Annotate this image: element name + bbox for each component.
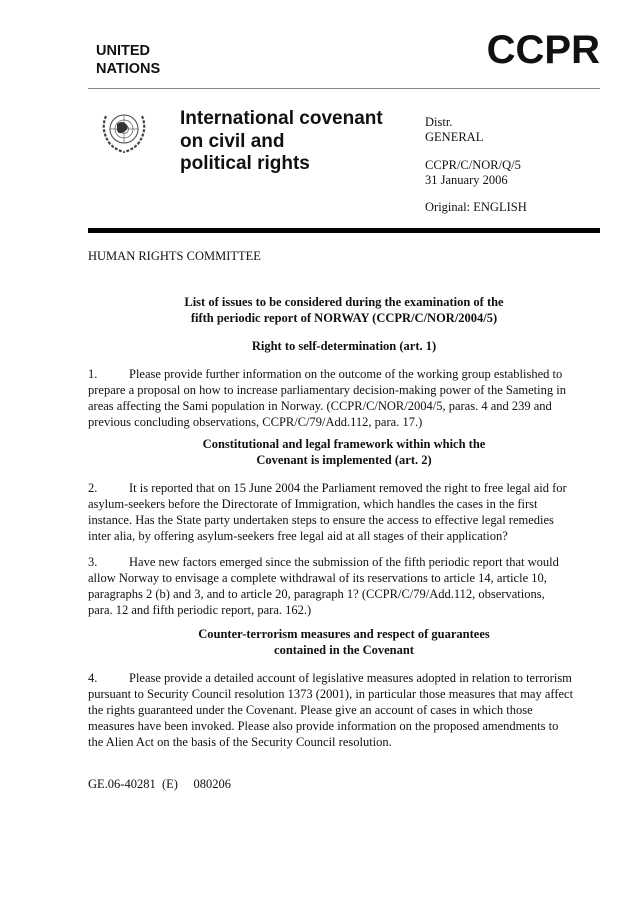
title-line: International covenant [180,108,383,129]
paragraph-line: measures have been invoked. Please also provide information on the proposed amendments to [88,719,559,733]
paragraph-line: the rights guaranteed under the Covenant. Please give an account of cases in which those [88,703,533,717]
section-heading [88,436,600,468]
heading-line: Constitutional and legal framework within which the [202,437,486,451]
paragraph-line: inter alia, by offering asylum-seekers free legal aid at all stages of their application? [88,529,508,543]
paragraph-line: It is reported that on 15 June 2004 the Parliament removed the right to free legal aid for [129,481,567,495]
paragraph-number: 1. [88,367,98,381]
paragraph-line: asylum-seekers before the Directorate of Immigration, which handles the cases in the first [88,497,538,511]
paragraph-line: allow Norway to envisage a complete withdrawal of its reservations to article 14, article 10, [88,571,547,585]
org-line: NATIONS [96,61,161,77]
paragraph-number: 2. [88,481,98,495]
header-divider [88,88,600,89]
paragraph-line: Please provide a detailed account of legislative measures adopted in relation to terrorism [129,671,572,685]
heading-line: Covenant is implemented (art. 2) [256,453,432,467]
paragraph-line: Please provide further information on the outcome of the working group established to [129,367,563,381]
document-series-symbol: CCPR [486,28,600,72]
paragraph-number: 4. [88,671,98,685]
paragraph-line: previous concluding observations, CCPR/C/79/Add.112, para. 17.) [88,415,423,429]
heading-line: Right to self-determination (art. 1) [251,339,437,353]
paragraph-2 [88,480,567,544]
footer-job-number: GE.06-40281 (E) 080206 [88,777,232,791]
paragraph-line: paragraphs 2 (b) and 3, and to article 20, paragraph 1? (CCPR/C/79/Add.112, observations, [88,587,545,601]
section-heading [88,626,600,658]
document-title [180,108,383,176]
heading-line: List of issues to be considered during the examination of the [184,295,504,309]
header-thick-divider [88,228,600,233]
main-heading [88,294,600,326]
paragraph-line: para. 12 and fifth periodic report, para. 162.) [88,603,312,617]
document-symbol: CCPR/C/NOR/Q/5 [425,158,521,172]
heading-line: fifth periodic report of NORWAY (CCPR/C/NOR/2004/5) [190,311,498,325]
paragraph-line: Have new factors emerged since the submission of the fifth periodic report that would [129,555,559,569]
distribution-label: Distr. [425,115,453,129]
distribution-value: GENERAL [425,130,484,144]
org-line: UNITED [96,43,150,59]
paragraph-3 [88,554,559,618]
paragraph-4 [88,670,573,750]
document-date: 31 January 2006 [425,173,508,187]
paragraph-1 [88,366,566,430]
section-heading [88,338,600,354]
heading-line: contained in the Covenant [274,643,414,657]
original-language: Original: ENGLISH [425,200,527,214]
paragraph-line: prepare a proposal on how to increase parliamentary decision-making power of the Sameting in [88,383,566,397]
un-emblem-icon [96,106,152,156]
committee-name: HUMAN RIGHTS COMMITTEE [88,249,261,263]
paragraph-line: areas affecting the Sami population in Norway. (CCPR/C/NOR/2004/5, paras. 4 and 239 and [88,399,552,413]
paragraph-line: pursuant to Security Council resolution 1373 (2001), in particular those measures that may affect [88,687,574,701]
organization-name [96,42,160,78]
paragraph-line: instance. Has the State party undertaken steps to ensure the access to effective legal remedies [88,513,554,527]
paragraph-line: the Alien Act on the basis of the Security Council resolution. [88,735,392,749]
heading-line: Counter-terrorism measures and respect of guarantees [198,627,490,641]
paragraph-number: 3. [88,555,98,569]
title-line: political rights [180,153,310,174]
title-line: on civil and [180,130,285,152]
